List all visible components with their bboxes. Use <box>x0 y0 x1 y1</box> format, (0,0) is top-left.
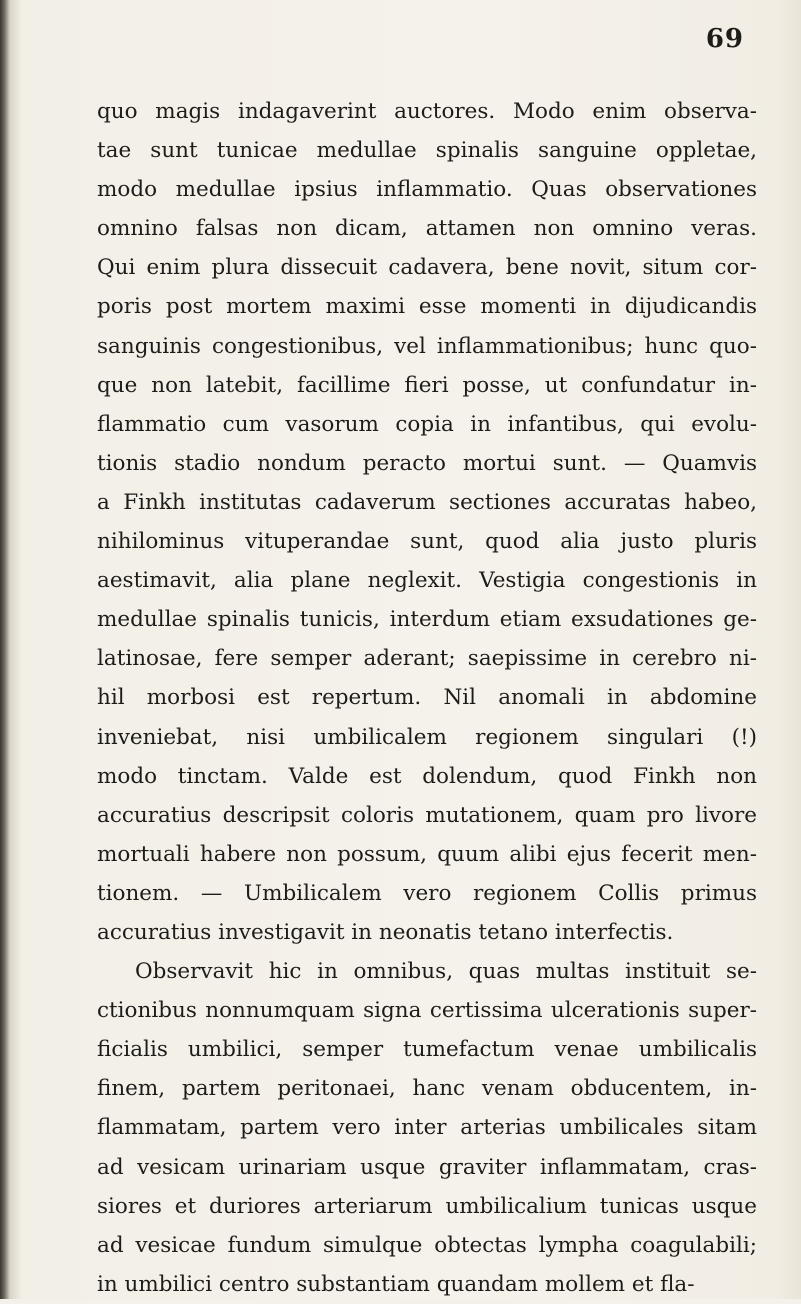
text-line: hil morbosi est repertum. Nil anomali in abdomine <box>97 685 757 711</box>
text-line: mortuali habere non possum, quum alibi ejus fecerit men- <box>97 841 757 867</box>
text-line: ctionibus nonnumquam signa certissima ulcerationis super- <box>97 998 757 1024</box>
text-line: inveniebat, nisi umbilicalem regionem singulari (!) <box>97 724 757 750</box>
body-text <box>97 92 757 1304</box>
text-line: modo tinctam. Valde est dolendum, quod Finkh non <box>97 763 757 789</box>
text-line: omnino falsas non dicam, attamen non omnino veras. <box>97 216 757 242</box>
text-line: flammatam, partem vero inter arterias umbilicales sitam <box>97 1115 757 1141</box>
text-line: finem, partem peritonaei, hanc venam obducentem, in- <box>97 1076 757 1102</box>
paragraph <box>97 92 757 952</box>
text-line: nihilominus vituperandae sunt, quod alia justo pluris <box>97 529 757 555</box>
text-line: ad vesicae fundum simulque obtectas lympha coagulabili; <box>97 1232 757 1258</box>
text-line: ficialis umbilici, semper tumefactum venae umbilicalis <box>97 1037 757 1063</box>
text-line: aestimavit, alia plane neglexit. Vestigia congestionis in <box>97 568 757 594</box>
text-line: flammatio cum vasorum copia in infantibus, qui evolu- <box>97 411 757 437</box>
text-line: Qui enim plura dissecuit cadavera, bene novit, situm cor- <box>97 255 757 281</box>
text-line: accuratius investigavit in neonatis tetano interfectis. <box>97 919 674 945</box>
text-line: a Finkh institutas cadaverum sectiones accuratas habeo, <box>97 489 757 515</box>
text-line: siores et duriores arteriarum umbilicalium tunicas usque <box>97 1193 757 1219</box>
text-line: poris post mortem maximi esse momenti in dijudicandis <box>97 294 757 320</box>
page-number: 69 <box>705 24 744 54</box>
paragraph <box>97 952 757 1304</box>
text-line: medullae spinalis tunicis, interdum etiam exsudationes ge- <box>97 607 757 633</box>
text-line: quo magis indagaverint auctores. Modo enim observa- <box>97 99 757 124</box>
text-line: modo medullae ipsius inflammatio. Quas observationes <box>97 177 757 203</box>
text-line: que non latebit, facillime fieri posse, ut confundatur in- <box>97 372 757 398</box>
text-line: accuratius descripsit coloris mutationem, quam pro livore <box>97 802 757 828</box>
text-line: latinosae, fere semper aderant; saepissime in cerebro ni- <box>97 646 757 672</box>
text-line: tionem. — Umbilicalem vero regionem Collis primus <box>97 880 757 906</box>
text-line: sanguinis congestionibus, vel inflammationibus; hunc quo- <box>97 333 757 359</box>
text-line: tionis stadio nondum peracto mortui sunt. — Quamvis <box>97 450 757 476</box>
text-line: tae sunt tunicae medullae spinalis sanguine oppletae, <box>97 138 757 164</box>
text-line: ad vesicam urinariam usque graviter inflammatam, cras- <box>97 1154 757 1180</box>
text-line: Observavit hic in omnibus, quas multas instituit se- <box>135 959 757 985</box>
text-line: in umbilici centro substantiam quandam mollem et fla- <box>97 1271 695 1297</box>
